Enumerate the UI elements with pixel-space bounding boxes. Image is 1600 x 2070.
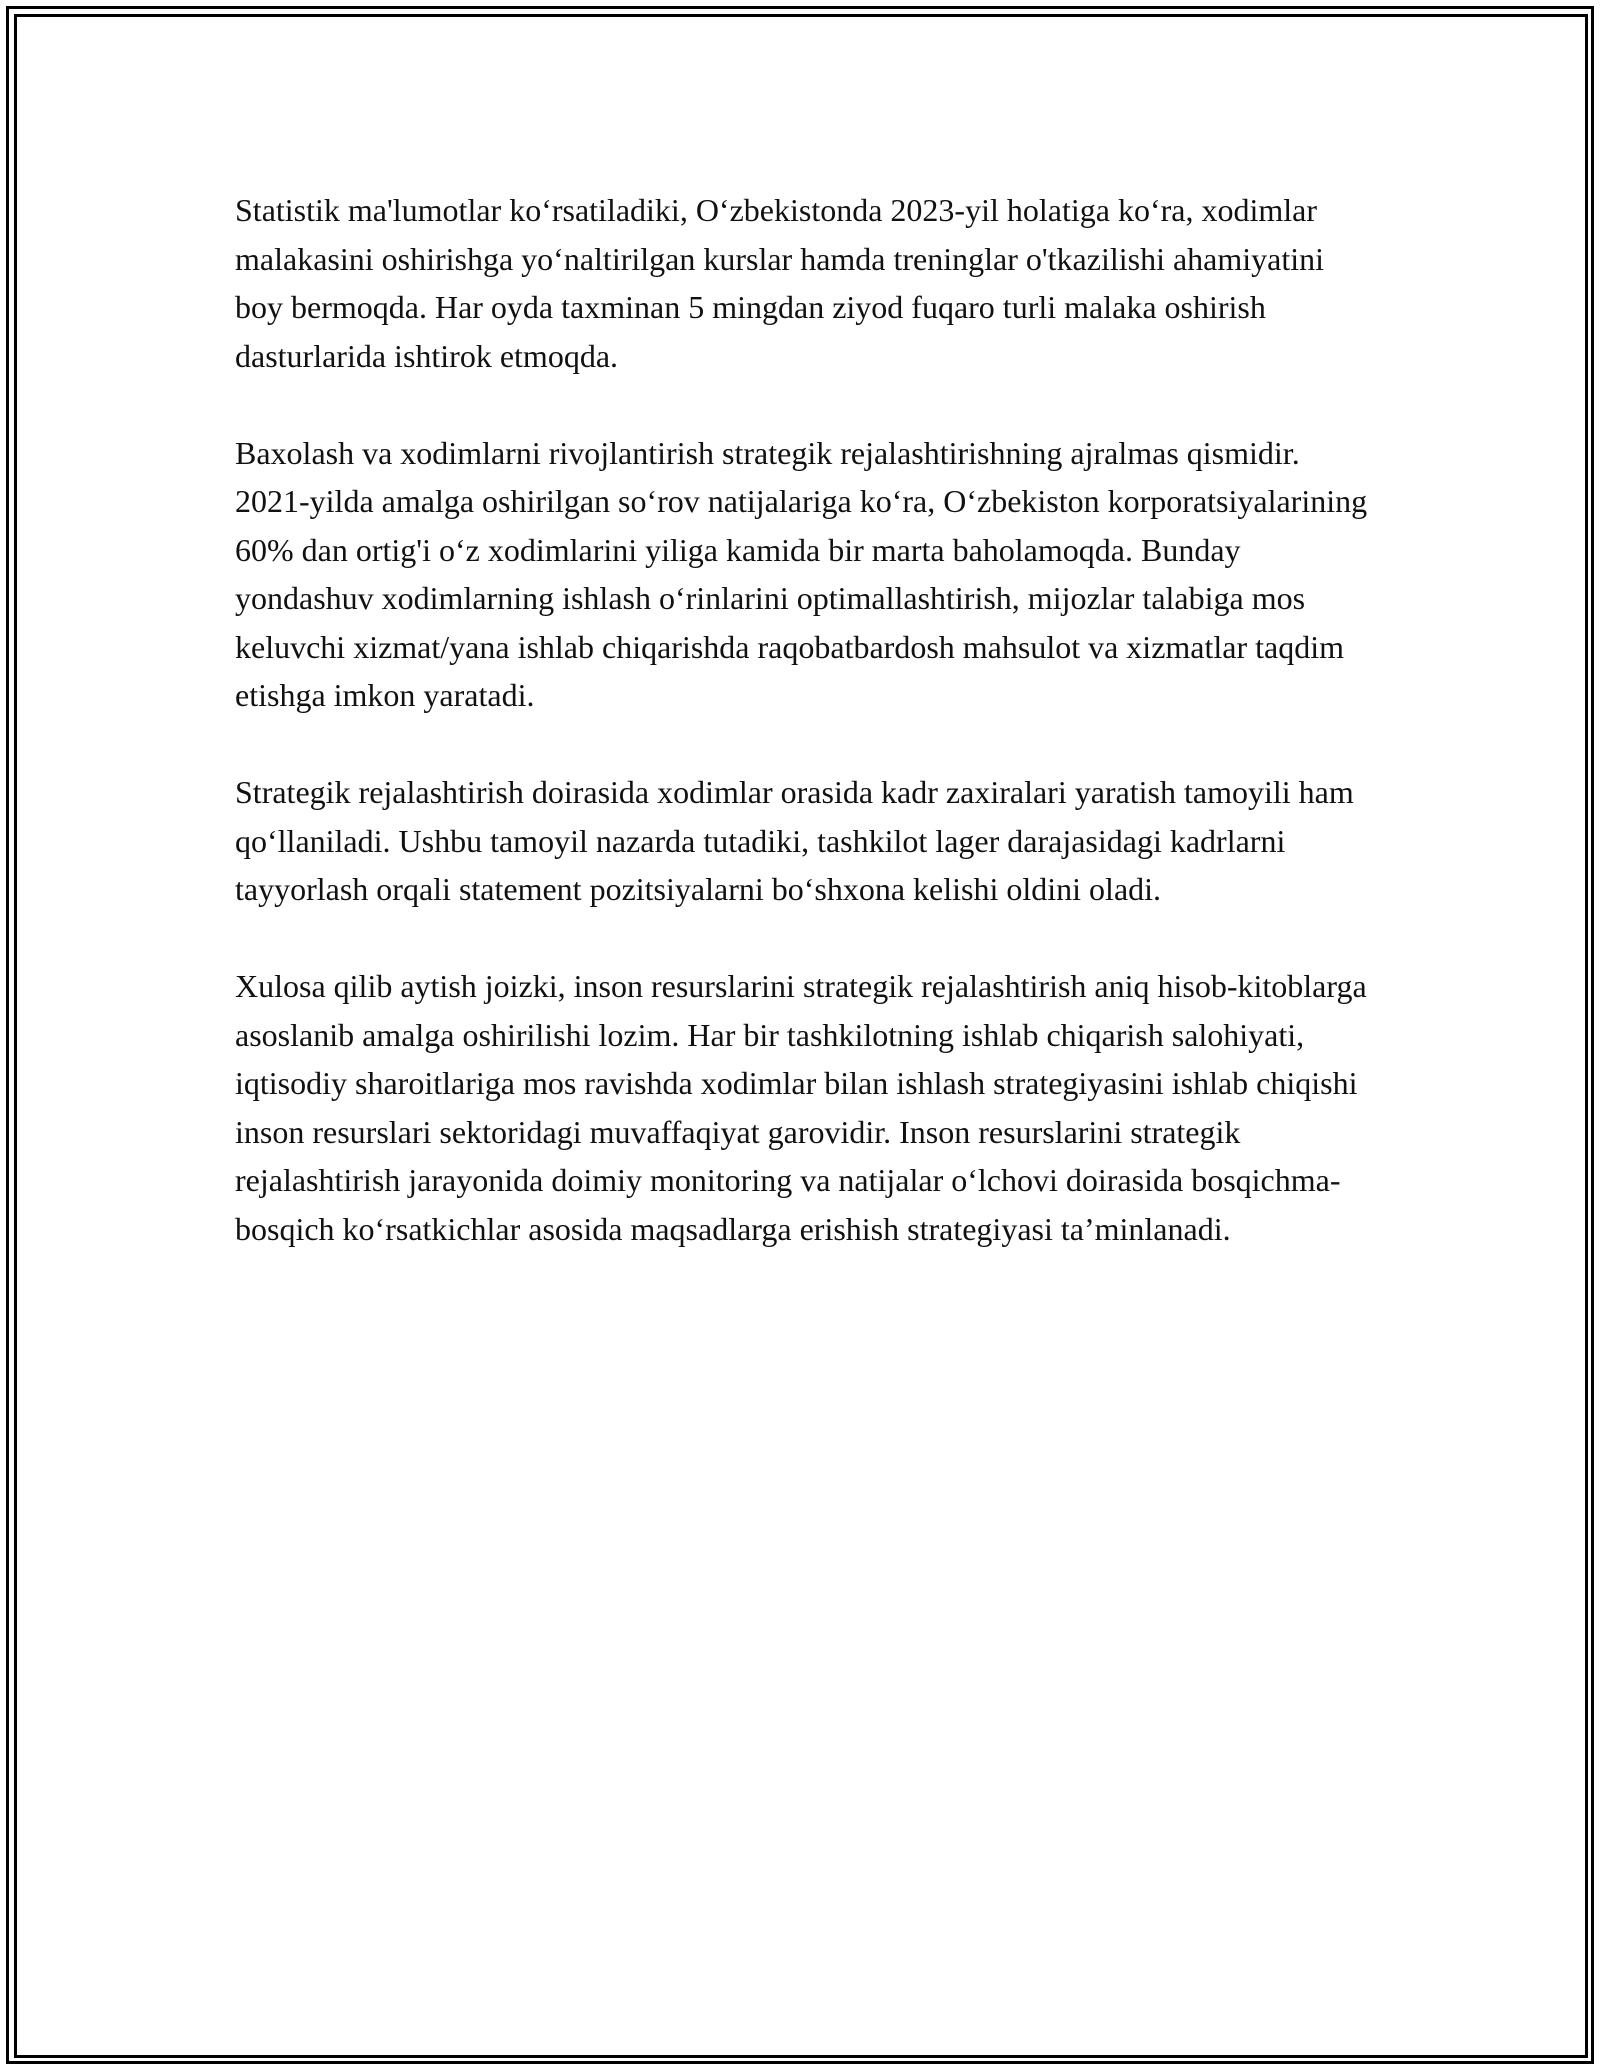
paragraph-4: Xulosa qilib aytish joizki, inson resurslarini strategik rejalashtirish aniq hisob-kitoblarga asoslanib amalga oshirilishi lozim. Har bir tashkilotning ishlab chiqarish salohiyati, iqtisodiy sharoitlariga mos ravishda xodimlar bilan ishlash strategiyasini ishlab chiqishi inson resurslari sektoridagi muvaffaqiyat garovidir. Inson resurslarini strategik rejalashtirish jarayonida doimiy monitoring va natijalar oʻlchovi doirasida bosqichma-bosqich koʻrsatkichlar asosida maqsadlarga erishish strategiyasi taʼminlanadi. — [235, 968, 1367, 1247]
paragraph-2: Baxolash va xodimlarni rivojlantirish strategik rejalashtirishning ajralmas qismidir. 2021-yilda amalga oshirilgan soʻrov natijalariga koʻra, Oʻzbekiston korporatsiyalarining 60% dan ortig'i oʻz xodimlarini yiliga kamida bir marta baholamoqda. Bunday yondashuv xodimlarning ishlash oʻrinlarini optimallashtirish, mijozlar talabiga mos keluvchi xizmat/yana ishlab chiqarishda raqobatbardosh mahsulot va xizmatlar taqdim etishga imkon yaratadi. — [235, 434, 1368, 713]
document-body — [235, 186, 1375, 1302]
paragraph-1: Statistik ma'lumotlar koʻrsatiladiki, Oʻzbekistonda 2023-yil holatiga koʻra, xodimlar malakasini oshirishga yoʻnaltirilgan kurslar hamda treninglar o'tkazilishi ahamiyatini boy bermoqda. Har oyda taxminan 5 mingdan ziyod fuqaro turli malaka oshirish dasturlarida ishtirok etmoqda. — [235, 192, 1325, 374]
paragraph-3: Strategik rejalashtirish doirasida xodimlar orasida kadr zaxiralari yaratish tamoyili ham qoʻllaniladi. Ushbu tamoyil nazarda tutadiki, tashkilot lager darajasidagi kadrlarni tayyorlash orqali statement pozitsiyalarni boʻshxona kelishi oldini oladi. — [235, 774, 1354, 907]
